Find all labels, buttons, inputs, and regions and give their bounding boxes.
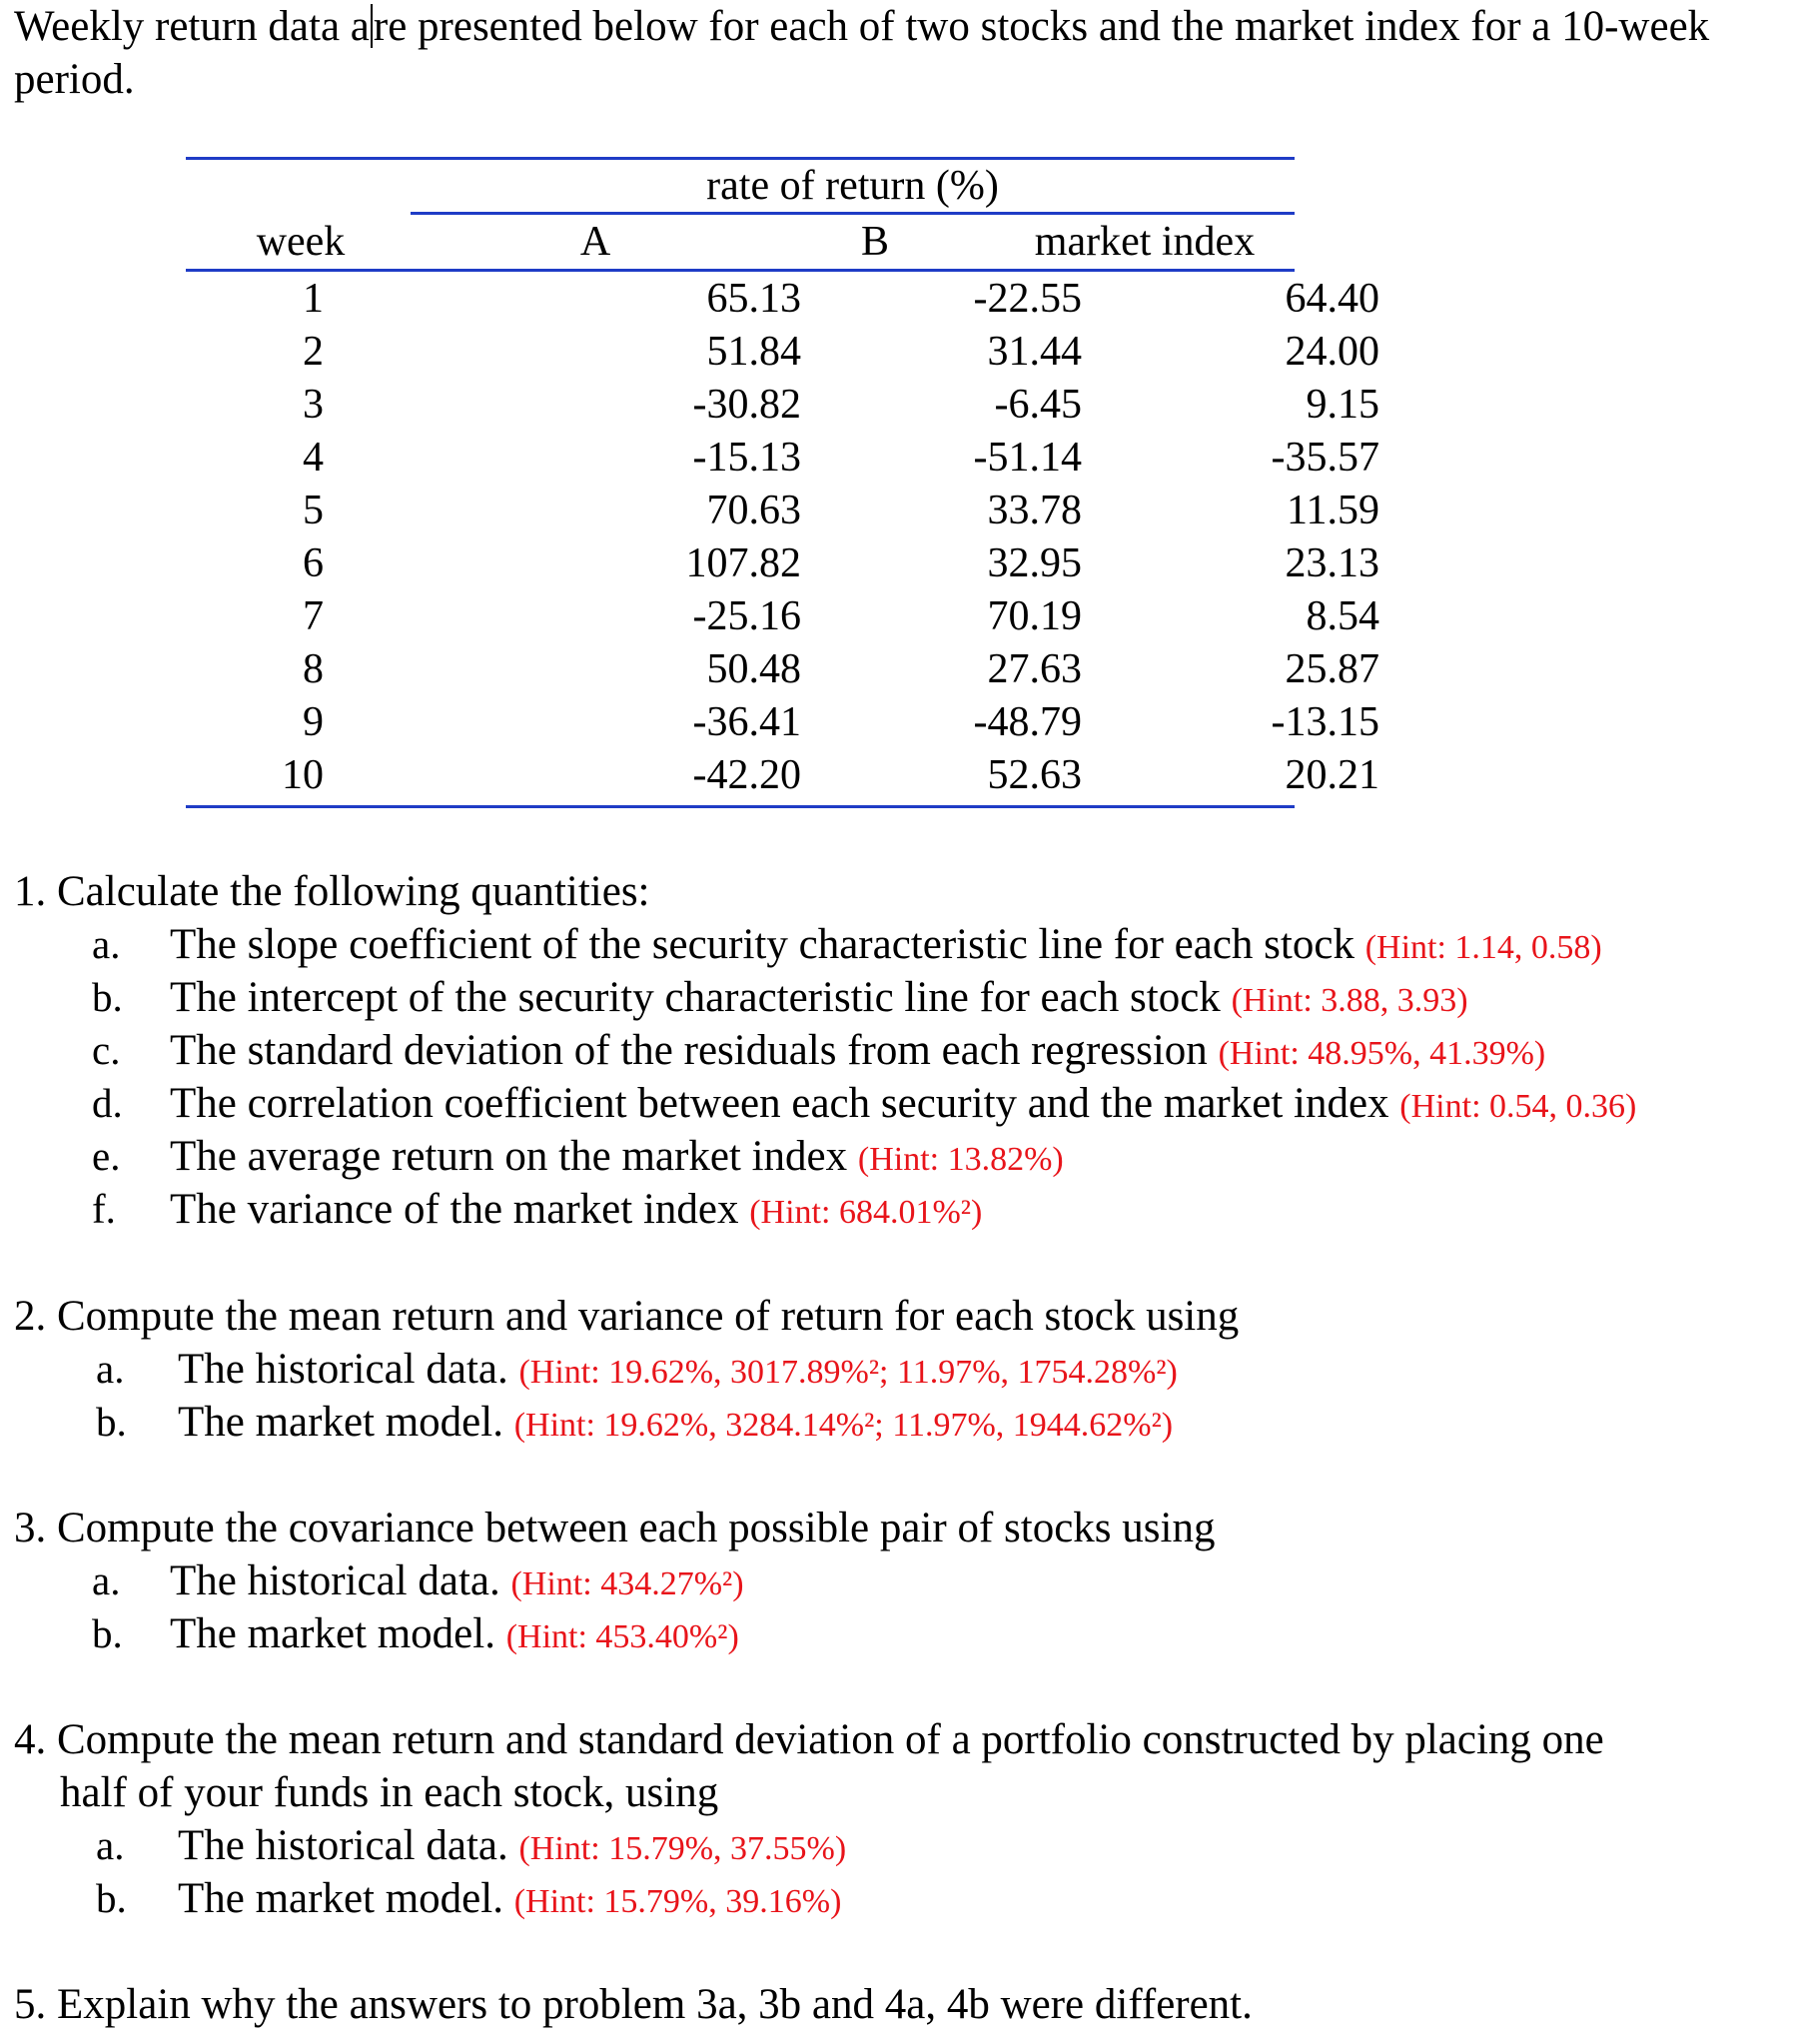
cell-market: 11.59	[1287, 488, 1379, 533]
question-4-title-line1: 4. Compute the mean return and standard deviation of a portfolio constructed by placing one	[14, 1716, 1604, 1763]
cell-market: 8.54	[1306, 593, 1379, 639]
q1f-hint: (Hint: 684.01%²)	[749, 1194, 983, 1231]
cell-b: -6.45	[994, 382, 1082, 428]
question-2-title: 2. Compute the mean return and variance of return for each stock using	[14, 1293, 1240, 1340]
q1b-label: b.	[92, 974, 123, 1020]
q1a-label: a.	[92, 921, 121, 967]
question-3-title: 3. Compute the covariance between each possible pair of stocks using	[14, 1505, 1216, 1551]
cell-market: 64.40	[1285, 276, 1379, 322]
cell-week: 7	[303, 593, 324, 639]
header-rule	[186, 269, 1295, 272]
text-cursor	[371, 4, 373, 48]
q2a-hint: (Hint: 19.62%, 3017.89%²; 11.97%, 1754.28%²)	[518, 1354, 1178, 1391]
cell-a: -30.82	[692, 382, 801, 428]
header-stock-b: B	[860, 219, 889, 265]
cell-a: -42.20	[692, 752, 801, 798]
q1a-hint: (Hint: 1.14, 0.58)	[1364, 929, 1602, 966]
q1a-text: The slope coefficient of the security characteristic line for each stock	[170, 921, 1354, 968]
q1f-label: f.	[92, 1186, 116, 1232]
cell-week: 5	[303, 488, 324, 533]
q4a-label: a.	[96, 1822, 125, 1868]
q2b-hint: (Hint: 19.62%, 3284.14%²; 11.97%, 1944.62%²)	[513, 1407, 1174, 1444]
cell-b: 70.19	[987, 593, 1082, 639]
cell-market: 25.87	[1285, 646, 1379, 692]
q2b-text: The market model.	[178, 1399, 503, 1446]
cell-b: 27.63	[987, 646, 1082, 692]
header-stock-a: A	[579, 219, 611, 265]
group-header-rule	[411, 212, 1295, 215]
cell-week: 9	[303, 699, 324, 745]
cell-market: -35.57	[1271, 435, 1379, 481]
cell-b: -22.55	[973, 276, 1082, 322]
q2b-label: b.	[96, 1399, 127, 1445]
cell-a: -36.41	[692, 699, 801, 745]
q3a-label: a.	[92, 1557, 121, 1603]
header-market-index: market index	[1034, 219, 1256, 265]
cell-b: -48.79	[973, 699, 1082, 745]
cell-market: 20.21	[1285, 752, 1379, 798]
q1a-item	[170, 918, 1602, 974]
q1e-label: e.	[92, 1133, 121, 1179]
q1c-label: c.	[92, 1027, 121, 1073]
q4b-item	[178, 1872, 841, 1928]
cell-market: -13.15	[1271, 699, 1379, 745]
cell-a: 107.82	[685, 540, 801, 586]
q1b-hint: (Hint: 3.88, 3.93)	[1231, 982, 1468, 1019]
cell-b: -51.14	[973, 435, 1082, 481]
cell-a: 51.84	[706, 329, 801, 375]
q2a-label: a.	[96, 1346, 125, 1392]
cell-week: 10	[282, 752, 324, 798]
question-4-title-line2: half of your funds in each stock, using	[60, 1769, 719, 1816]
q1d-item	[170, 1077, 1636, 1133]
q1c-hint: (Hint: 48.95%, 41.39%)	[1218, 1035, 1546, 1072]
group-header-rate-of-return: rate of return (%)	[706, 163, 999, 209]
q1d-hint: (Hint: 0.54, 0.36)	[1399, 1088, 1637, 1125]
q1e-item	[170, 1130, 1064, 1186]
table-bottom-rule	[186, 805, 1295, 808]
table-top-rule	[186, 157, 1295, 160]
q1b-item	[170, 971, 1468, 1027]
cell-market: 24.00	[1285, 329, 1379, 375]
intro-paragraph	[14, 0, 1772, 106]
cell-a: 70.63	[706, 488, 801, 533]
cell-week: 1	[303, 276, 324, 322]
cell-b: 52.63	[987, 752, 1082, 798]
q4a-item	[178, 1819, 846, 1875]
q3b-text: The market model.	[170, 1610, 495, 1657]
header-week: week	[256, 219, 346, 265]
q4b-label: b.	[96, 1875, 127, 1921]
q3a-text: The historical data.	[170, 1557, 500, 1604]
cell-b: 33.78	[987, 488, 1082, 533]
cell-a: 65.13	[706, 276, 801, 322]
q3b-label: b.	[92, 1610, 123, 1656]
q1c-text: The standard deviation of the residuals from each regression	[170, 1027, 1208, 1074]
cell-week: 8	[303, 646, 324, 692]
cell-a: -25.16	[692, 593, 801, 639]
q1f-text: The variance of the market index	[170, 1186, 739, 1233]
question-1-title: 1. Calculate the following quantities:	[14, 868, 650, 915]
intro-text-part2: re presented below for each of two stocks and the market index for a 10-week period.	[14, 3, 1710, 103]
q2a-text: The historical data.	[178, 1346, 508, 1393]
cell-week: 3	[303, 382, 324, 428]
q4b-text: The market model.	[178, 1875, 503, 1922]
cell-b: 32.95	[987, 540, 1082, 586]
cell-week: 4	[303, 435, 324, 481]
q2b-item	[178, 1396, 1173, 1452]
cell-market: 23.13	[1285, 540, 1379, 586]
cell-a: 50.48	[706, 646, 801, 692]
cell-market: 9.15	[1306, 382, 1379, 428]
q3a-hint: (Hint: 434.27%²)	[510, 1565, 744, 1602]
cell-week: 6	[303, 540, 324, 586]
cell-week: 2	[303, 329, 324, 375]
q2a-item	[178, 1343, 1178, 1399]
returns-table	[186, 157, 1379, 810]
q3a-item	[170, 1554, 744, 1610]
q1e-hint: (Hint: 13.82%)	[857, 1141, 1064, 1178]
q4a-text: The historical data.	[178, 1822, 508, 1869]
q3b-item	[170, 1607, 739, 1663]
intro-text-part1: Weekly return data a	[14, 3, 370, 50]
q4a-hint: (Hint: 15.79%, 37.55%)	[518, 1830, 847, 1867]
q1e-text: The average return on the market index	[170, 1133, 848, 1180]
q1b-text: The intercept of the security characteristic line for each stock	[170, 974, 1221, 1021]
q3b-hint: (Hint: 453.40%²)	[505, 1618, 739, 1655]
cell-b: 31.44	[987, 329, 1082, 375]
q1c-item	[170, 1024, 1545, 1080]
cell-a: -15.13	[692, 435, 801, 481]
q1d-label: d.	[92, 1080, 123, 1126]
q4b-hint: (Hint: 15.79%, 39.16%)	[513, 1883, 842, 1920]
q1f-item	[170, 1183, 982, 1239]
q1d-text: The correlation coefficient between each security and the market index	[170, 1080, 1389, 1127]
question-5-title: 5. Explain why the answers to problem 3a, 3b and 4a, 4b were different.	[14, 1981, 1253, 2028]
